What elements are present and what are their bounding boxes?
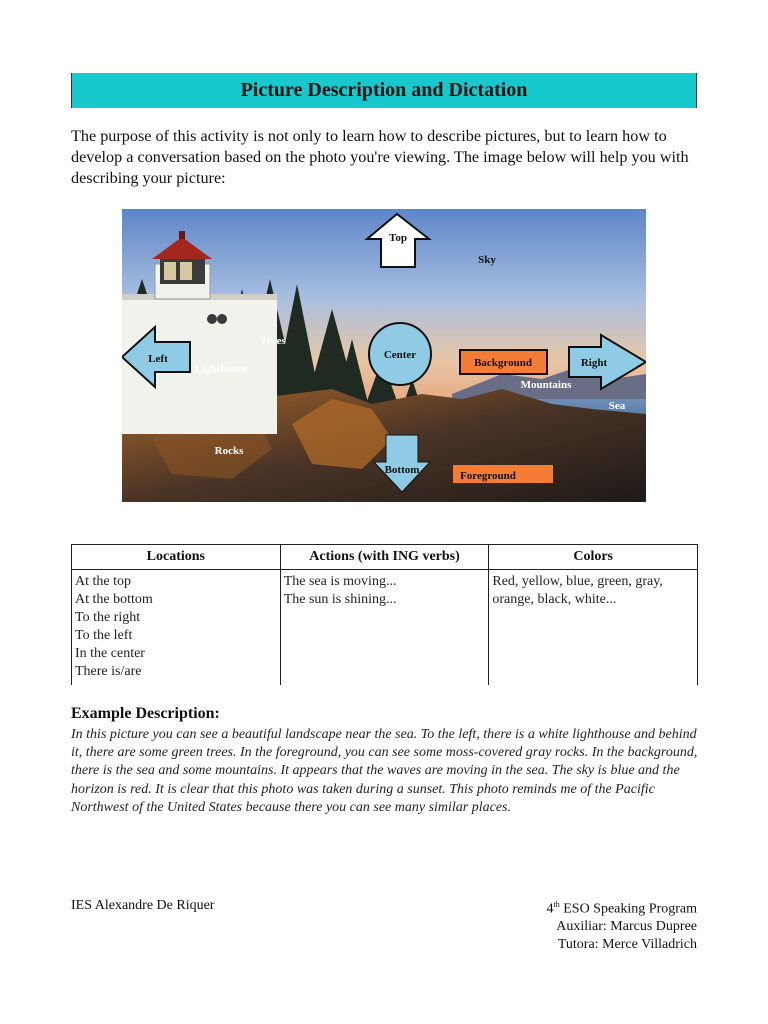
lighthouse-photo (122, 209, 646, 502)
example-text: In this picture you can see a beautiful landscape near the sea. To the left, there is a white lighthouse and behind it, there are some green trees. In the foreground, you can see some moss-covered gray rocks. In the background, there is the sea and some mountains. It appears that the waves are moving in the sea. The sky is blue and the horizon is red. It is clear that this photo was taken during a sunset. This photo reminds me of the Pacific Northwest of the United States because there you can see many similar places. (71, 727, 698, 815)
list-item: To the left (75, 628, 133, 643)
label-bottom: Bottom (384, 464, 420, 476)
label-mountains: Mountains (520, 379, 572, 391)
label-rocks: Rocks (214, 445, 244, 457)
list-item: In the center (75, 646, 145, 661)
label-sea: Sea (608, 400, 626, 412)
list-item: The sea is moving... (283, 574, 397, 589)
header-colors: Colors (489, 545, 698, 570)
label-right: Right (580, 357, 608, 369)
title-bar (71, 73, 697, 108)
label-top: Top (389, 232, 407, 244)
label-sky: Sky (478, 254, 496, 266)
vocabulary-table (71, 544, 698, 685)
list-item: At the bottom (75, 592, 153, 607)
label-left: Left (148, 353, 168, 365)
program-name: ESO Speaking Program (559, 901, 697, 917)
footer-tutora: Tutora: Merce Villadrich (557, 936, 697, 952)
label-lighthouse: Lighthouse (194, 363, 248, 375)
locations-cell (72, 570, 281, 686)
header-locations: Locations (72, 545, 281, 570)
label-foreground: Foreground (460, 470, 516, 482)
footer-program-block (547, 896, 698, 953)
footer-school: IES Alexandre De Riquer (71, 898, 215, 913)
example-title: Example Description: (71, 705, 220, 722)
list-item: There is/are (75, 664, 142, 679)
footer-program (547, 896, 698, 918)
actions-cell (280, 570, 489, 686)
list-item: To the right (75, 610, 141, 625)
grade-suffix: th (553, 900, 560, 909)
list-item: The sun is shining... (283, 592, 397, 607)
intro-paragraph: The purpose of this activity is not only to learn how to describe pictures, but to learn how to develop a conversation based on the photo you're viewing. The image below will help you with describing your picture: (71, 127, 689, 187)
colors-cell: Red, yellow, blue, green, gray, orange, black, white... (489, 570, 698, 686)
list-item: At the top (75, 574, 131, 589)
footer-auxiliar: Auxiliar: Marcus Dupree (556, 919, 697, 935)
label-background: Background (474, 357, 532, 369)
label-trees: Trees (260, 335, 286, 347)
label-center: Center (383, 349, 417, 361)
page-title: Picture Description and Dictation (240, 79, 528, 101)
grade-number: 4 (546, 901, 554, 917)
header-actions: Actions (with ING verbs) (280, 545, 489, 570)
